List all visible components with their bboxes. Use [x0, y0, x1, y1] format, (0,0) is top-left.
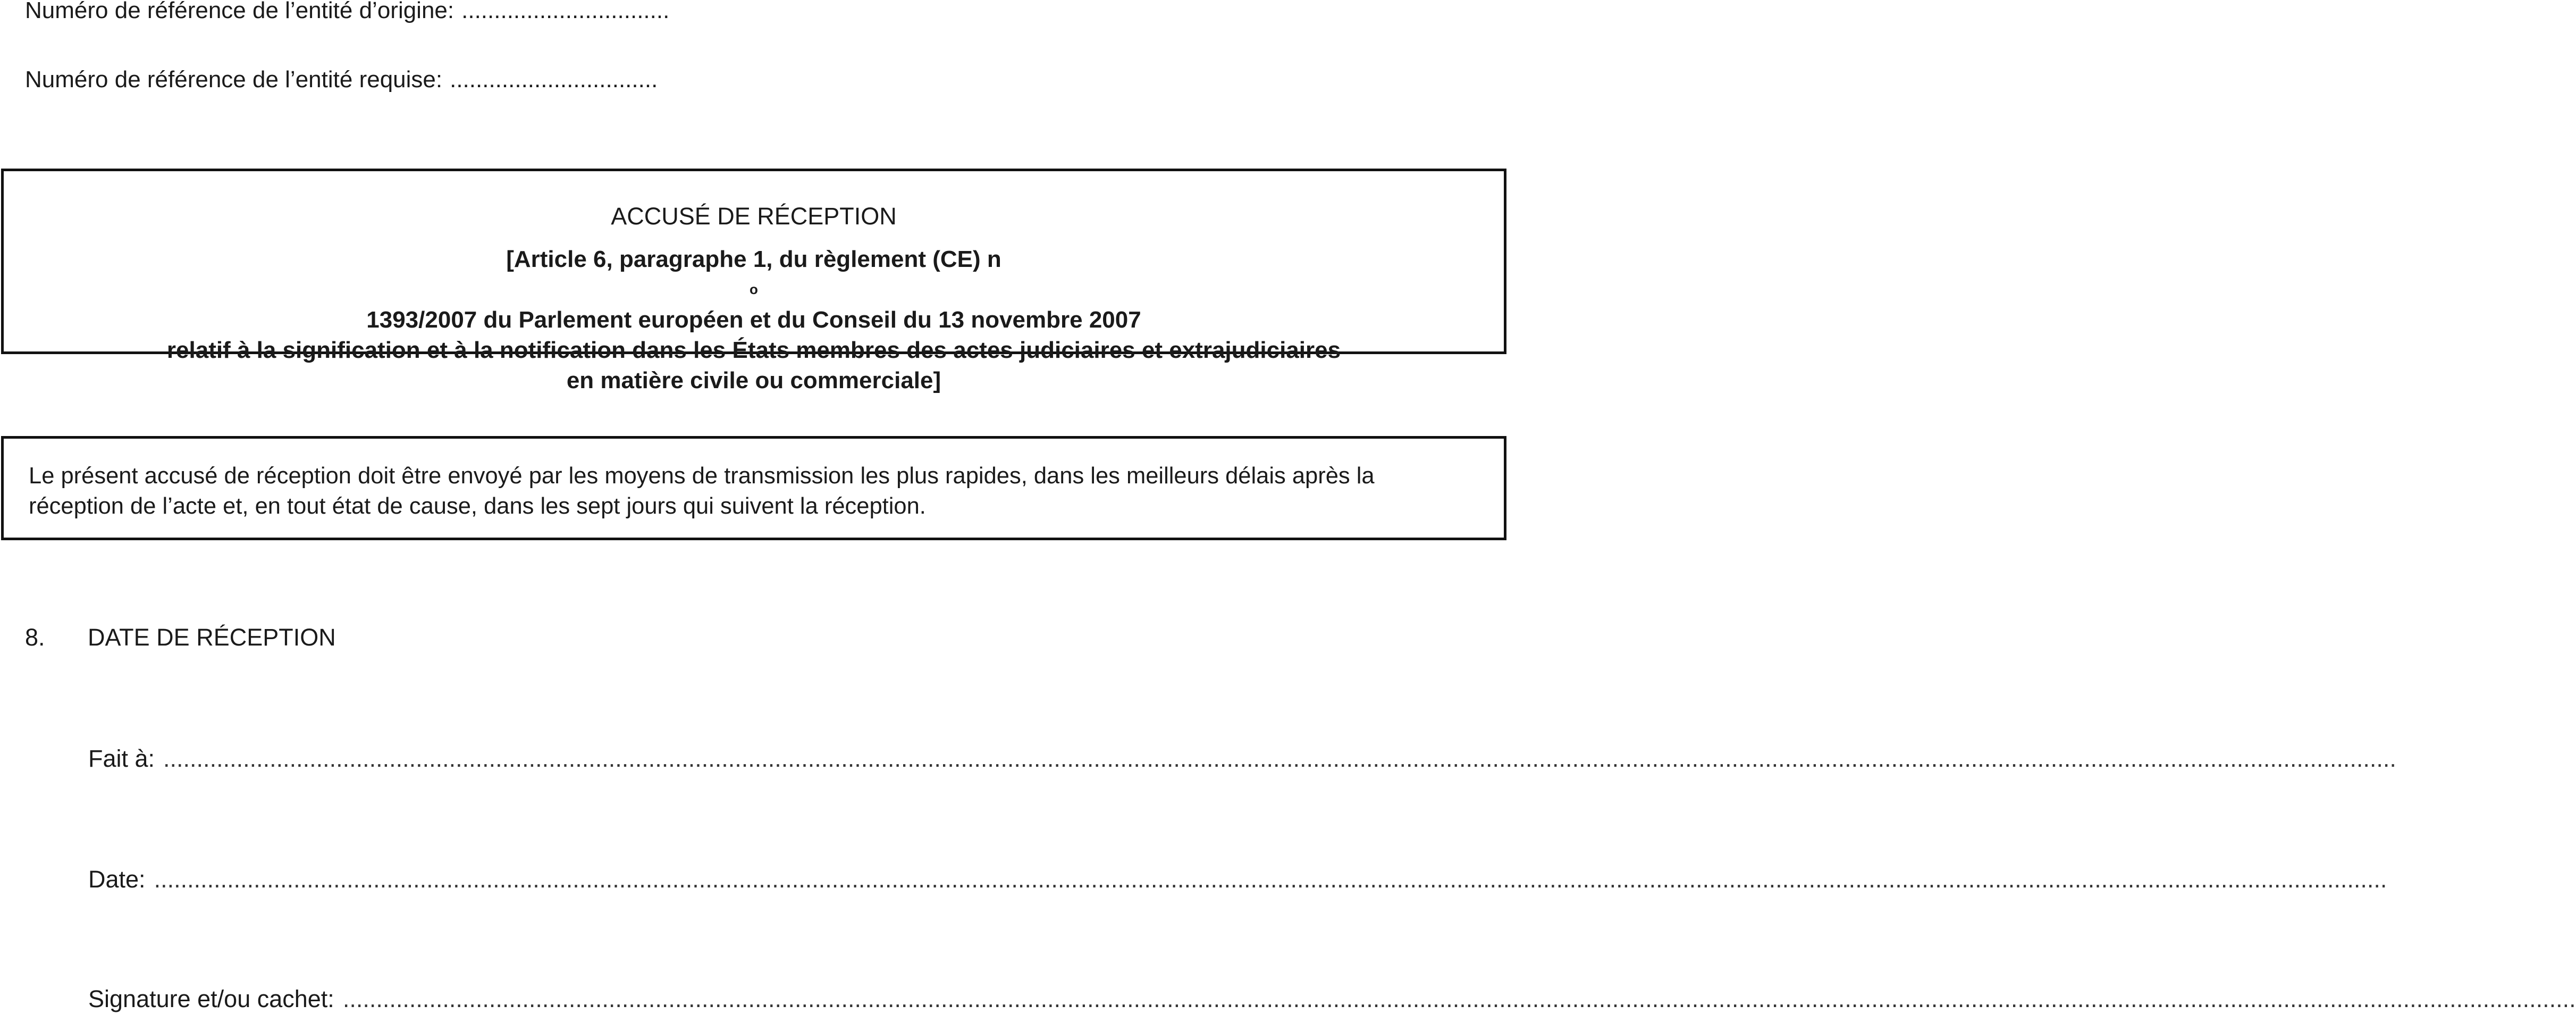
section-title: DATE DE RÉCEPTION [88, 624, 336, 651]
legal-basis-line-2: relatif à la signification et à la notification dans les États membres des actes judiciaires et extrajudiciaires [166, 337, 1341, 363]
date-label: Date: [88, 866, 146, 893]
required-reference-field[interactable]: ................................ [450, 66, 658, 93]
place-input-line[interactable]: ................................................................................................................................................................................................................................................................................................................................................ [163, 745, 2396, 772]
origin-reference-label: Numéro de référence de l’entité d’origine: [25, 0, 454, 23]
origin-reference-line [25, 0, 669, 24]
notice-text [29, 461, 1480, 522]
acknowledgement-header-box [1, 169, 1506, 393]
section-number: 8. [25, 624, 45, 651]
superscript-o: o [750, 281, 758, 297]
notice-line-1: Le présent accusé de réception doit être envoyé par les moyens de transmission les plus rapides, dans les meilleurs délais après la [29, 463, 1375, 489]
document-title: ACCUSÉ DE RÉCEPTION [611, 203, 897, 230]
section-heading [25, 623, 336, 652]
legal-basis-line-1 [4, 244, 1504, 335]
signature-label: Signature et/ou cachet: [88, 985, 334, 1012]
required-reference-label: Numéro de référence de l’entité requise: [25, 66, 443, 93]
legal-basis-line-3: en matière civile ou commerciale] [566, 367, 941, 393]
notice-line-2: réception de l’acte et, en tout état de cause, dans les sept jours qui suivent la réception. [29, 493, 926, 519]
signature-field-row [88, 985, 2576, 1013]
legal-basis-line-1-b: 1393/2007 du Parlement européen et du Conseil du 13 novembre 2007 [366, 307, 1141, 333]
date-input-line[interactable]: ................................................................................................................................................................................................................................................................................................................................................ [154, 866, 2387, 893]
legal-basis-text [4, 244, 1504, 396]
legal-basis-line-1-a: [Article 6, paragraphe 1, du règlement (CE) n [506, 246, 1001, 272]
place-field-row [88, 744, 2396, 773]
required-reference-line [25, 66, 658, 94]
date-field-row [88, 865, 2387, 894]
notice-box [1, 436, 1506, 540]
signature-input-line[interactable]: ................................................................................................................................................................................................................................................................................................................................................ [342, 985, 2576, 1012]
place-label: Fait à: [88, 745, 155, 772]
origin-reference-field[interactable]: ................................ [461, 0, 670, 23]
